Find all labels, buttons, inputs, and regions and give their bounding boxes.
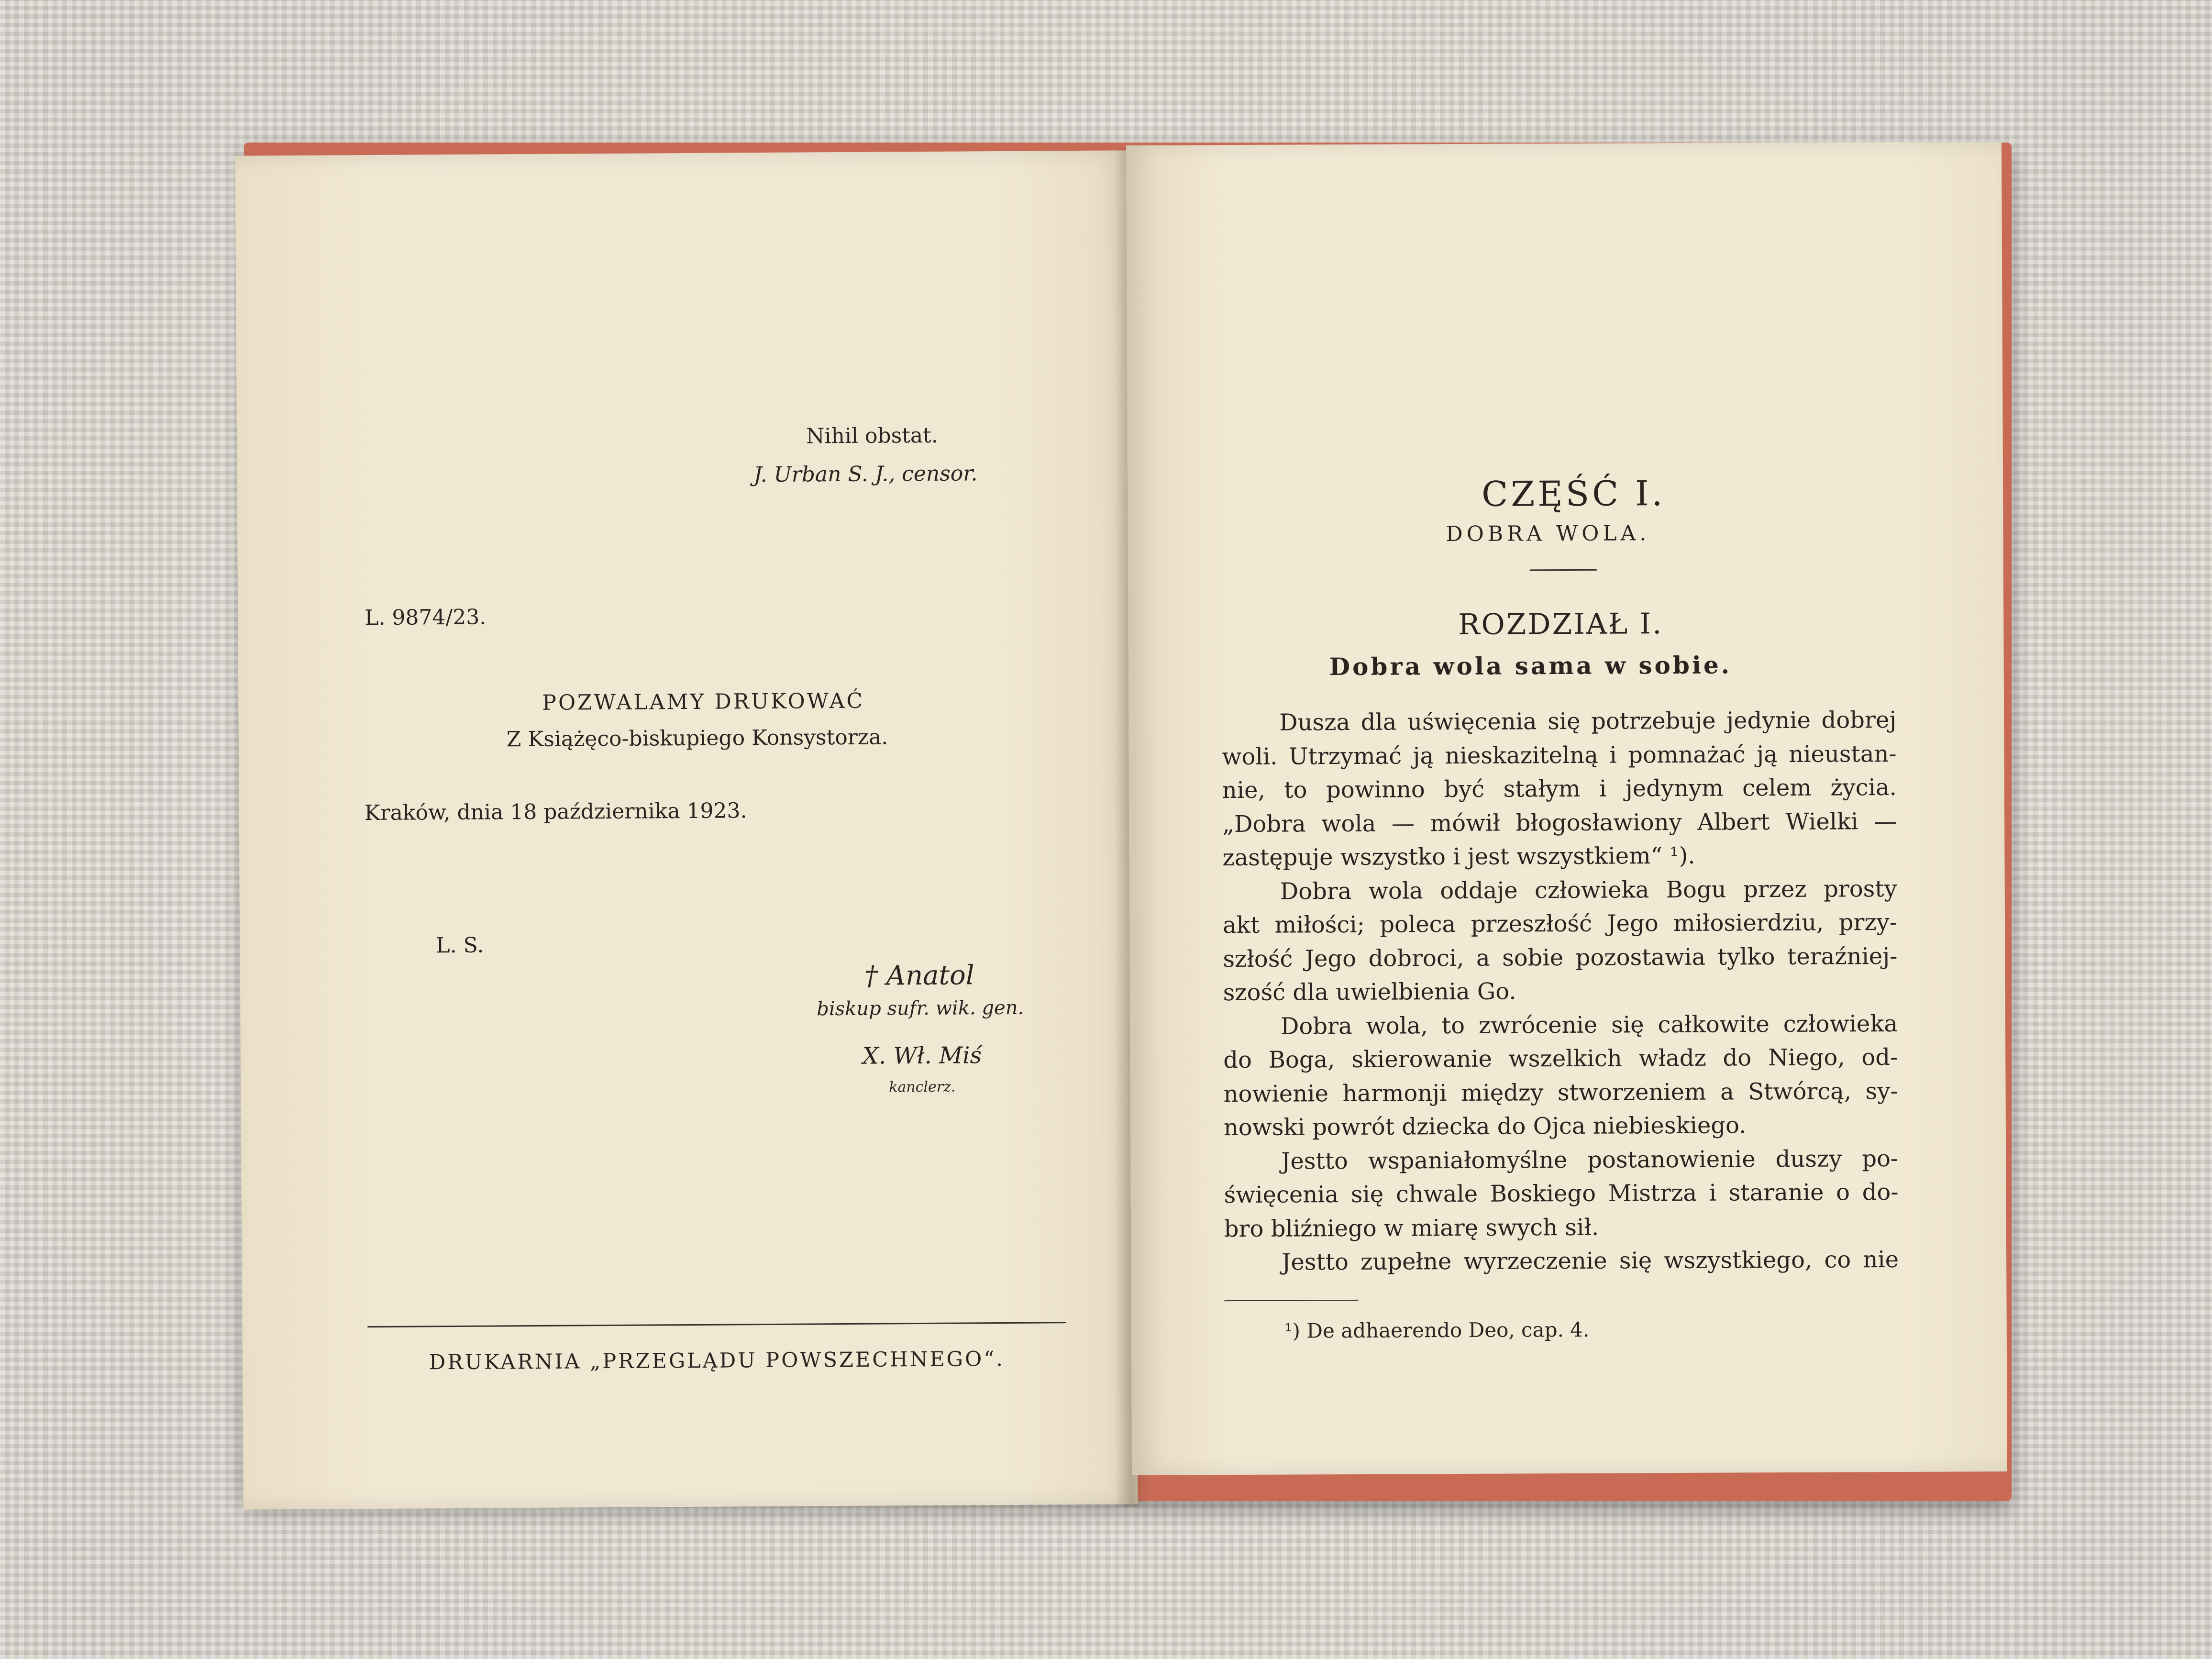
body-line: „Dobra wola — mówił błogosławiony Albert Wielki — <box>1222 807 1897 838</box>
body-line: nowski powrót dziecka do Ojca niebieskiego. <box>1223 1112 1747 1141</box>
body-line: woli. Utrzymać ją nieskazitelną i pomnażać ją nieustan- <box>1222 740 1897 770</box>
body-line: nie, to powinno być stałym i jedynym celem życia. <box>1222 774 1897 804</box>
body-line: zastępuje wszystko i jest wszystkiem“ ¹). <box>1222 842 1695 872</box>
footnote-text: ¹) De adhaerendo Deo, cap. 4. <box>1284 1317 1590 1343</box>
permission-heading: POZWALAMY DRUKOWAĆ <box>542 688 865 715</box>
body-line: Jestto wspaniałomyślne postanowienie duszy po- <box>1281 1145 1899 1175</box>
place-date: Kraków, dnia 18 października 1923. <box>364 798 747 826</box>
censor-line: J. Urban S. J., censor. <box>753 461 978 487</box>
signer-title: biskup sufr. wik. gen. <box>817 996 1024 1020</box>
printer-rule <box>367 1322 1066 1327</box>
chapter-title: Dobra wola sama w sobie. <box>1329 651 1732 681</box>
body-line: szłość Jego dobroci, a sobie pozostawia tylko teraźniej- <box>1223 942 1898 973</box>
body-line: Dobra wola oddaje człowieka Bogu przez prosty <box>1280 875 1897 905</box>
second-signer: X. Wł. Miś <box>862 1042 982 1070</box>
footnote <box>1284 1318 1590 1343</box>
body-line: święcenia się chwale Boskiego Mistrza i staranie o do- <box>1224 1178 1899 1209</box>
right-page <box>1126 142 2007 1475</box>
seal-ls: L. S. <box>436 933 484 958</box>
body-line: akt miłości; poleca przeszłość Jego miłosierdziu, przy- <box>1222 908 1898 939</box>
consistory-line: Z Książęco-biskupiego Konsystorza. <box>506 725 888 752</box>
left-page <box>235 150 1138 1509</box>
body-line: bro bliźniego w miarę swych sił. <box>1224 1214 1599 1242</box>
body-line: Dusza dla uświęcenia się potrzebuje jedynie dobrej <box>1279 706 1897 736</box>
reference-number: L. 9874/23. <box>365 605 487 630</box>
body-line: Jestto zupełne wyrzeczenie się wszystkiego, co nie <box>1282 1246 1899 1276</box>
part-divider <box>1530 569 1597 571</box>
printer-imprint: DRUKARNIA „PRZEGLĄDU POWSZECHNEGO“. <box>429 1347 1005 1375</box>
second-signer-title: kanclerz. <box>889 1078 956 1096</box>
part-title: DOBRA WOLA. <box>1446 521 1650 547</box>
part-heading: CZĘŚĆ I. <box>1481 473 1666 514</box>
body-line: nowienie harmonji między stworzeniem a Stwórcą, sy- <box>1223 1077 1898 1107</box>
nihil-obstat: Nihil obstat. <box>806 423 938 449</box>
footnote-rule <box>1224 1300 1358 1301</box>
chapter-heading: ROZDZIAŁ I. <box>1458 607 1663 641</box>
body-line: Dobra wola, to zwrócenie się całkowite człowieka <box>1280 1010 1898 1040</box>
body-line: do Boga, skierowanie wszelkich władz do Niego, od- <box>1223 1043 1898 1074</box>
body-line: szość dla uwielbienia Go. <box>1223 978 1516 1006</box>
signature-anatol: † Anatol <box>864 960 974 992</box>
